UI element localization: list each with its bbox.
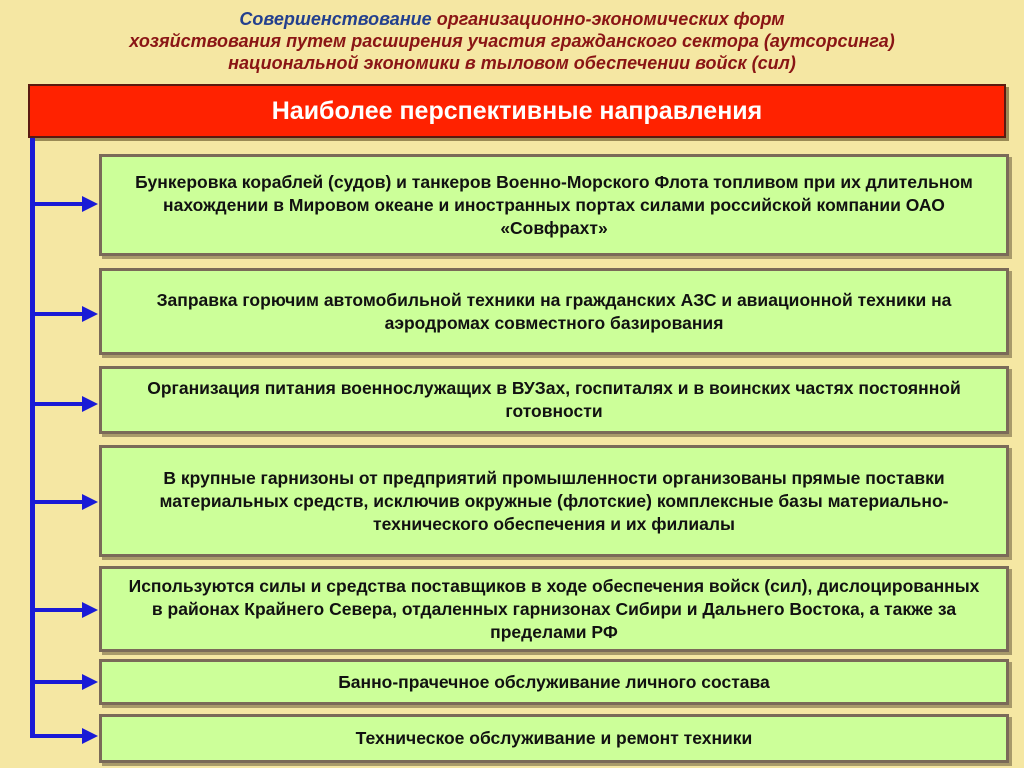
title-line-2: хозяйствования путем расширения участия гражданского сектора (аутсорсинга): [129, 31, 895, 51]
title-line-3: национальной экономики в тыловом обеспечении войск (сил): [228, 53, 796, 73]
direction-box-direct-supply: [99, 445, 1009, 557]
arrow-connector: [32, 312, 84, 316]
direction-box-laundry: [99, 659, 1009, 705]
direction-text: Техническое обслуживание и ремонт техники: [355, 728, 753, 748]
direction-text: Организация питания военнослужащих в ВУЗах, госпиталях и в воинских частях постоянной готовности: [147, 378, 961, 421]
direction-text: Банно-прачечное обслуживание личного состава: [338, 671, 770, 692]
direction-box-refueling: [99, 268, 1009, 355]
direction-text: В крупные гарнизоны от предприятий промышленности организованы прямые поставки материальных средств, исключив окружные (флотские) комплексные базы материально-технического обеспечения и их филиалы: [159, 467, 949, 534]
arrow-connector: [32, 608, 84, 612]
direction-box-catering: [99, 366, 1009, 434]
arrow-connector: [32, 402, 84, 406]
direction-text: Используются силы и средства поставщиков в ходе обеспечения войск (сил), дислоцированных в районах Крайнего Севера, отдаленных гарнизонах Сибири и Дальнего Востока, а также за пределами РФ: [128, 575, 980, 642]
arrow-connector: [32, 680, 84, 684]
title-lead: Совершенствование: [239, 9, 432, 29]
direction-text: Бункеровка кораблей (судов) и танкеров Военно-Морского Флота топливом при их длительном нахождении в Мировом океане и иностранных портах силами российской компании ОАО «Совфрахт»: [135, 171, 973, 238]
direction-text: Заправка горючим автомобильной техники на гражданских АЗС и авиационной техники на аэродромах совместного базирования: [156, 289, 952, 333]
header-banner: [28, 84, 1006, 138]
title-line-1: [0, 8, 1024, 30]
header-label: Наиболее перспективные направления: [271, 96, 763, 125]
direction-box-suppliers: [99, 566, 1009, 652]
direction-box-bunkering: [99, 154, 1009, 256]
arrow-connector: [32, 202, 84, 206]
title-rest: организационно-экономических форм: [431, 9, 785, 29]
direction-box-maintenance: [99, 714, 1009, 763]
arrow-connector: [32, 734, 84, 738]
arrow-connector: [32, 500, 84, 504]
connector-spine: [30, 138, 35, 738]
page-title: [0, 8, 1024, 74]
